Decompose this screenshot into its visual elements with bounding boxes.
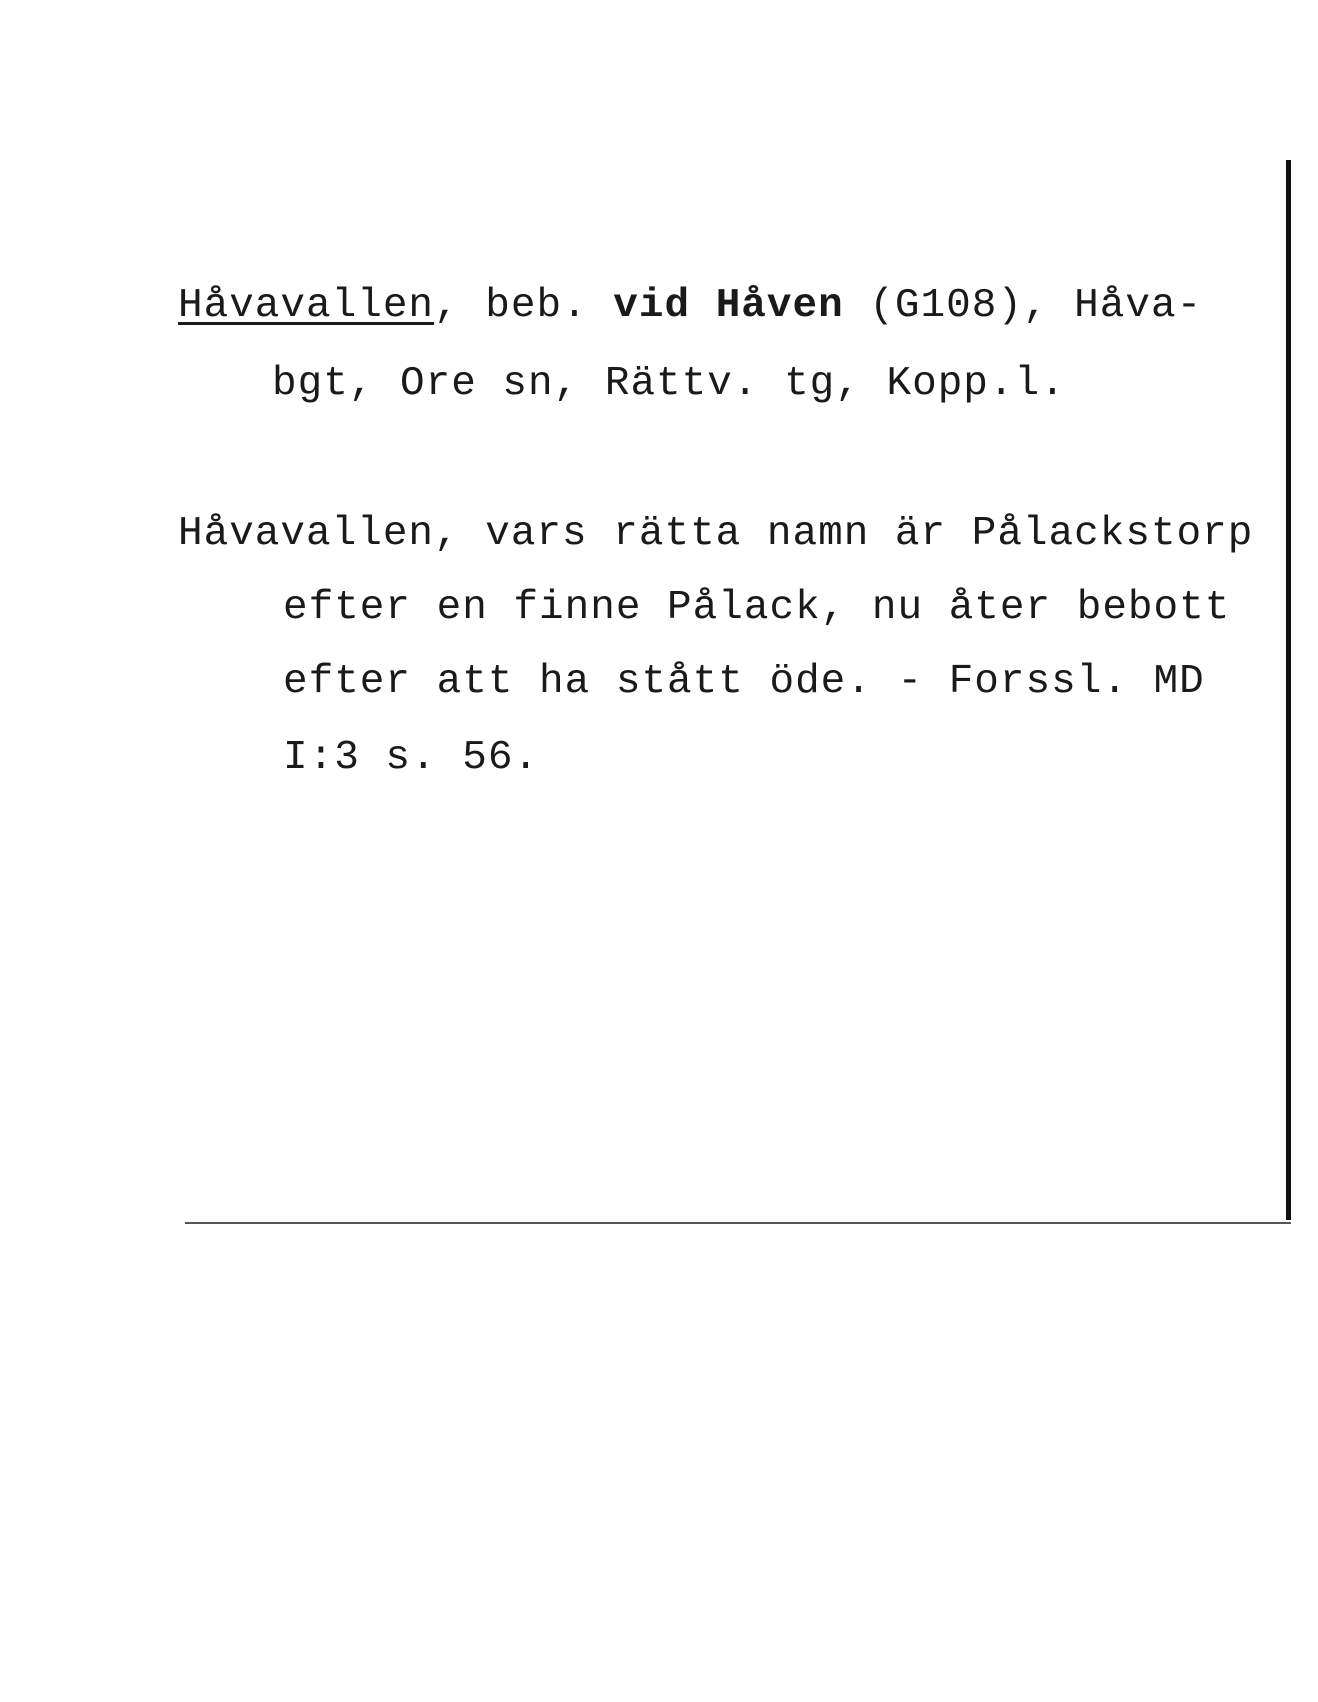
entry-line-1 xyxy=(178,283,1203,329)
card-bottom-edge xyxy=(185,1222,1291,1224)
note-line-2: efter en finne Pålack, nu åter bebott xyxy=(283,585,1231,631)
entry-text-b: (G108), Håva- xyxy=(843,283,1203,329)
headword: Håvavallen xyxy=(178,283,435,329)
note-line-1: Håvavallen, vars rätta namn är Pålackstorp xyxy=(178,511,1254,557)
entry-location: vid Håven xyxy=(613,283,844,329)
note-line-3: efter att ha stått öde. - Forssl. MD xyxy=(283,659,1205,705)
entry-line-2: bgt, Ore sn, Rättv. tg, Kopp.l. xyxy=(272,361,1066,407)
entry-text-a: , beb. xyxy=(434,283,614,329)
note-line-4: I:3 s. 56. xyxy=(283,735,540,781)
card-right-edge xyxy=(1286,160,1291,1220)
